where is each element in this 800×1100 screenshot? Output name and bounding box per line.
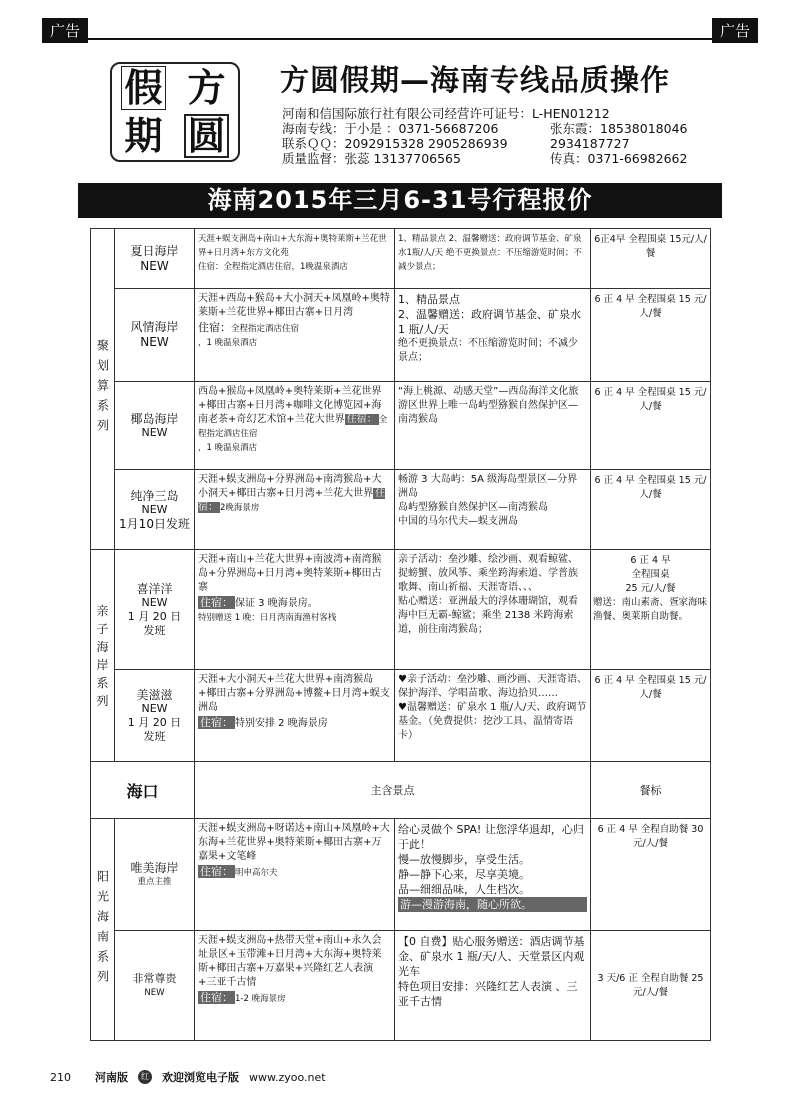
top-divider (42, 38, 758, 40)
stay-extra: 特别赠送 1 晚：日月湾南海渔村客栈 (198, 613, 337, 623)
feature-line: 【0 自费】贴心服务赠送：酒店调节基金、矿泉水 1 瓶/天/人、天堂景区内观光车 (398, 935, 585, 978)
fax: 传真：0371-66982662 (550, 151, 688, 166)
contact-info (282, 106, 687, 166)
stay-text: 明申高尔夫 (235, 868, 278, 878)
stay-text: 保证 3 晚海景房。 (235, 598, 318, 609)
ad-label-left: 广告 (42, 18, 88, 43)
route-cell (195, 931, 395, 1041)
route-text: 天涯+蜈支洲岛+呀诺达+南山+凤凰岭+大东海+兰花世界+奥特莱斯+椰田古寨+万嘉果+文笔峰 (198, 823, 390, 862)
recommend-badge: 重点主推 (137, 876, 172, 887)
logo-char: 假 (121, 66, 165, 110)
feature-line: 亲子活动：垒沙雕、绘沙画、观看鲸鲨、捉螃蟹、放风筝、乘坐跨海索道、学普族歌舞、南山祈福、天涯寄语、、、 (398, 554, 578, 593)
meal-line: 全程围桌 (631, 569, 670, 580)
route-cell (195, 229, 395, 289)
departure-date: 1 月 20 日 (127, 715, 182, 729)
table-row (91, 229, 711, 289)
page-footer (50, 1069, 326, 1085)
table-row (91, 550, 711, 670)
route-cell (195, 470, 395, 550)
route-text: 天涯+蜈支洲岛+分界洲岛+南湾猴岛+大小洞天+椰田古寨+日月湾+兰花大世界 (198, 474, 382, 499)
stay-label: 住宿： (200, 865, 233, 878)
table-row (91, 382, 711, 470)
route-text: 天涯+大小洞天+兰花大世界+南湾猴岛+椰田古寨+分界洲岛+博鳌+日月湾+蜈支洲岛 (198, 674, 390, 713)
quality-supervision: 质量监督：张蕊 13137706565 (282, 151, 461, 166)
feature-cell (395, 470, 591, 550)
meal-line: 6 正 4 早 (630, 555, 671, 566)
feature-line: 静—静下心来，尽享美境。 (398, 868, 530, 881)
new-badge: NEW (141, 701, 168, 715)
stay-extra: ，1 晚温泉酒店 (198, 338, 258, 348)
logo-char: 期 (124, 113, 163, 158)
departure-date: 1 月 20 日 (127, 609, 182, 623)
table-row (91, 670, 711, 762)
table-row (91, 470, 711, 550)
feature-line: ♥温馨赠送：矿泉水 1 瓶/人/天、政府调节基金。（免费提供：挖沙工具、温情寄语卡） (398, 702, 587, 741)
footer-slogan: 欢迎浏览电子版 (162, 1071, 239, 1084)
qq-contacts-2: 2934187727 (550, 136, 630, 151)
feature-line: 绝不更换景点：不压缩游览时间；不减少景点； (398, 338, 578, 363)
stay-text: 1-2 晚海景房 (235, 994, 286, 1004)
product-name (115, 819, 195, 931)
route-cell (195, 550, 395, 670)
meal-cell: 6正4早 全程围桌 15元/人/餐 (591, 229, 711, 289)
product-name (115, 289, 195, 382)
departure-note: 发班 (143, 729, 166, 743)
hotline: 海南专线：于小是 ：0371-56687206 (282, 121, 499, 136)
license-line: 河南和信国际旅行社有限公司经营许可证号：L-HEN01212 (282, 106, 610, 121)
feature-line: 慢—放慢脚步，享受生活。 (398, 853, 530, 866)
stay-label: 住宿： (200, 991, 233, 1004)
feature-cell (395, 670, 591, 762)
meal-gift: 赠送：南山素斋、疍家海味渔餐、奥莱斯自助餐。 (593, 597, 708, 622)
route-cell (195, 289, 395, 382)
stay-label: 住宿： (200, 716, 233, 729)
meal-cell: 6 正 4 早 全程围桌 15 元/人/餐 (591, 670, 711, 762)
feature-line: ♥亲子活动：垒沙雕、画沙画、天涯寄语、保护海洋、学唱苗歌、海边拾贝…… (398, 674, 587, 699)
new-badge: NEW (141, 425, 168, 439)
stay-text: 全程指定酒店住宿 (231, 324, 300, 334)
series-label: 亲子海岸系列 (91, 550, 115, 762)
stay-extra: ，1 晚温泉酒店 (198, 443, 258, 453)
haikou-title: 海口 (91, 762, 195, 819)
product-name (115, 382, 195, 470)
product-title: 非常尊贵 (132, 971, 177, 985)
stay-text: 全程指定酒店住宿 (198, 415, 388, 439)
column-main-sights: 主含景点 (195, 762, 591, 819)
page-number: 210 (50, 1070, 71, 1084)
product-name (115, 550, 195, 670)
product-name (115, 931, 195, 1041)
route-text: 天涯+蜈支洲岛+热带天堂+南山+永久会址景区+玉带滩+日月湾+大东海+奥特莱斯+椰田古寨+万嘉果+兴隆红艺人表演+三亚千古情 (198, 935, 382, 988)
feature-line: 1、精品景点 (398, 293, 460, 306)
logo-char: 圆 (184, 114, 228, 158)
route-cell (195, 819, 395, 931)
departure-date: 1月10日发班 (119, 516, 190, 531)
feature-line: 2、温馨赠送：政府调节基金、矿泉水 1 瓶/人/天 (398, 308, 581, 336)
stay-label: 住宿： (198, 321, 231, 334)
new-badge: NEW (144, 987, 165, 998)
meal-cell: 6 正 4 早 全程自助餐 30 元/人/餐 (591, 819, 711, 931)
meal-cell: 6 正 4 早 全程围桌 15 元/人/餐 (591, 289, 711, 382)
meal-cell (591, 550, 711, 670)
hotline-2: 张东霞：18538018046 (550, 121, 688, 136)
route-cell (195, 382, 395, 470)
qq-contacts: 联系ＱＱ：2092915328 2905286939 (282, 136, 508, 151)
price-banner: 海南2015年三月6-31号行程报价 (78, 183, 722, 218)
feature-line: 中国的马尔代夫—蜈支洲岛 (398, 516, 518, 527)
feature-cell (395, 550, 591, 670)
product-title: 纯净三岛 (130, 488, 179, 503)
departure-note: 发班 (143, 623, 166, 637)
feature-line: 岛屿型猕猴自然保护区—南湾猴岛 (398, 502, 548, 513)
series-label: 聚划算系列 (91, 229, 115, 550)
meal-cell: 3 天/6 正 全程自助餐 25 元/人/餐 (591, 931, 711, 1041)
feature-line: 品—细细品味，人生档次。 (398, 883, 530, 896)
product-title: 椰岛海岸 (130, 411, 179, 426)
stay-text: 全程指定酒店住宿，1晚温泉酒店 (223, 262, 348, 272)
product-title: 风情海岸 NEW (130, 320, 179, 349)
stay-text: 特别安排 2 晚海景房 (235, 718, 328, 729)
feature-cell: “海上桃源、动感天堂”—西岛海洋文化旅游区世界上唯一岛屿型猕猴自然保护区—南湾猴岛 (395, 382, 591, 470)
product-title: 唯美海岸 (130, 860, 179, 875)
product-name (115, 470, 195, 550)
feature-line: 给心灵做个 SPA! 让您浮华退却，心归于此！ (398, 823, 584, 851)
product-title: 夏日海岸 NEW (130, 243, 179, 273)
feature-line: 畅游 3 大岛屿：5A 级海岛型景区—分界洲岛 (398, 474, 578, 499)
route-text: 天涯+西岛+猴岛+大小洞天+凤凰岭+奥特莱斯+兰花世界+椰田古寨+日月湾 (198, 293, 390, 318)
series-label: 阳光海南系列 (91, 819, 115, 1041)
logo-char: 方 (187, 65, 226, 110)
meal-cell: 6 正 4 早 全程围桌 15 元/人/餐 (591, 382, 711, 470)
column-meal-standard: 餐标 (591, 762, 711, 819)
feature-cell (395, 819, 591, 931)
stay-label: 住宿： (198, 262, 224, 272)
route-text: 天涯+南山+兰花大世界+南波湾+南湾猴岛+分界洲岛+日月湾+奥特莱斯+椰田古寨 (198, 554, 382, 593)
brand-title: 方圆假期—海南专线品质操作 (280, 63, 671, 97)
table-row (91, 289, 711, 382)
route-text: 西岛+猴岛+凤凰岭+奥特莱斯+兰花世界+椰田古寨+日月湾+咖啡文化博览园+海南老茶+奇幻艺术馆+兰花大世界 (198, 386, 382, 425)
feature-cell (395, 289, 591, 382)
table-row (91, 819, 711, 931)
new-badge: NEW (141, 595, 168, 609)
meal-line: 25 元/人/餐 (625, 583, 676, 594)
stay-label: 住宿： (346, 414, 377, 425)
feature-cell (395, 931, 591, 1041)
route-cell (195, 670, 395, 762)
feature-line: 特色项目安排：兴隆红艺人表演 、三亚千古情 (398, 980, 578, 1008)
edition-label: 河南版 (95, 1071, 128, 1084)
route-text: 天涯+蜈支洲岛+南山+大东海+奥特莱斯+兰花世界+日月湾+东方文化苑 (198, 234, 387, 258)
itinerary-table (90, 228, 711, 1041)
feature-line: 贴心赠送：亚洲最大的浮体珊瑚馆，观看海中巨无霸-鲸鲨；乘坐 2138 米跨海索道，前往南湾猴岛； (398, 596, 578, 635)
footer-url[interactable]: www.zyoo.net (249, 1070, 326, 1084)
meal-cell: 6 正 4 早 全程围桌 15 元/人/餐 (591, 470, 711, 550)
new-badge: NEW (141, 502, 168, 516)
section-header-row (91, 762, 711, 819)
stay-label: 住宿： (198, 488, 386, 513)
stay-text: 2晚海景房 (220, 503, 260, 513)
product-name (115, 229, 195, 289)
logo (110, 62, 240, 162)
product-title: 美滋滋 (136, 687, 173, 702)
feature-line: 游—漫游海南，随心所欲。 (398, 897, 587, 912)
table-row (91, 931, 711, 1041)
product-title: 喜洋洋 (136, 581, 173, 596)
ad-label-right: 广告 (712, 18, 758, 43)
feature-cell: 1、精品景点 2、温馨赠送：政府调节基金、矿泉水1瓶/人/天 绝不更换景点：不压缩游览时间；不减少景点； (395, 229, 591, 289)
stay-label: 住宿： (200, 596, 233, 609)
product-name (115, 670, 195, 762)
edition-badge-icon: 红 (138, 1070, 152, 1084)
